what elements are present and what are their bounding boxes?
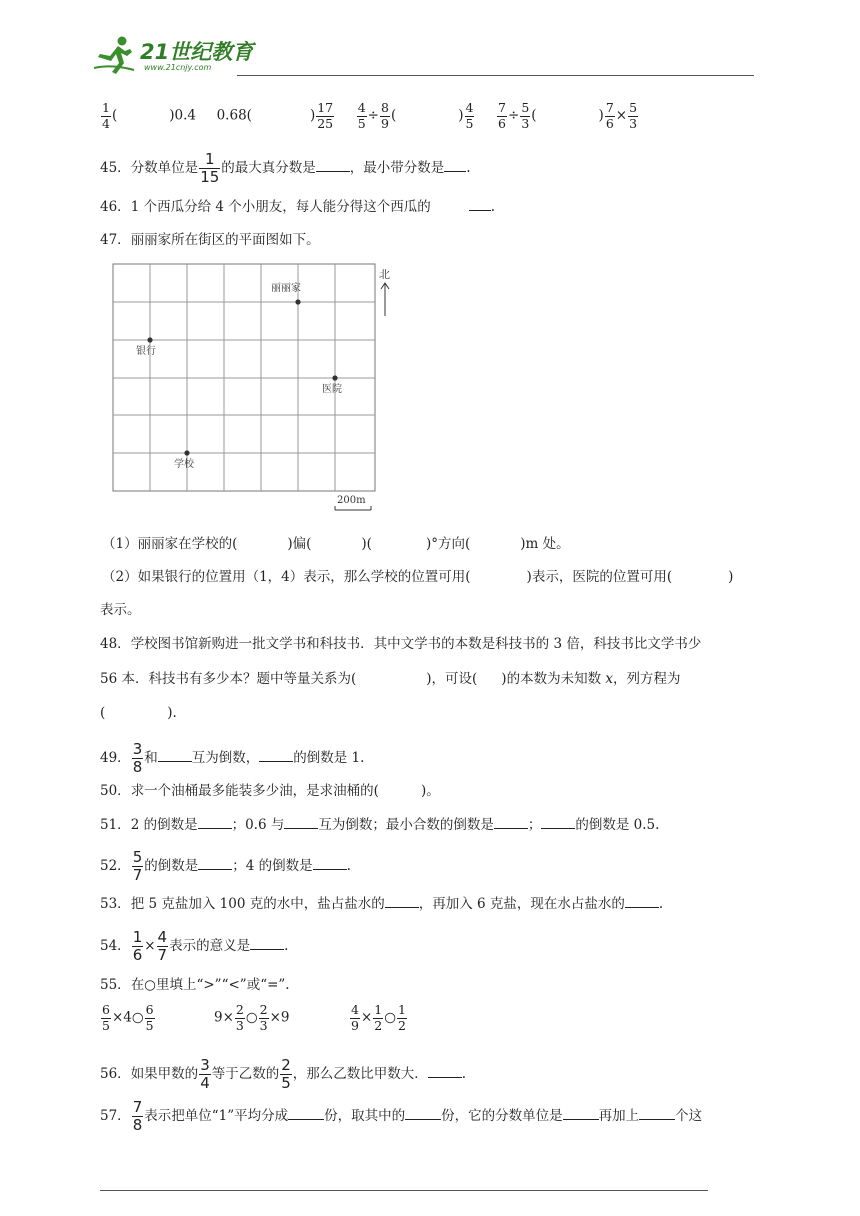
- north-arrow-icon: [381, 283, 389, 316]
- street-map: [108, 258, 398, 518]
- question-55-expr-1: $\frac{6}{5}$ ×4○ $\frac{6}{5}$: [102, 1002, 154, 1033]
- answer-blank[interactable]: [259, 748, 293, 762]
- answer-blank[interactable]: [639, 1106, 675, 1120]
- answer-blank[interactable]: [494, 815, 528, 829]
- fraction: $\frac{1}{4}$: [102, 100, 110, 131]
- brand-name: 21世纪教育: [140, 40, 254, 64]
- answer-blank[interactable]: [198, 815, 232, 829]
- answer-blank[interactable]: [563, 1106, 599, 1120]
- question-52: 52． $\frac{5}{7}$ 的倒数是 ；4 的倒数是 .: [100, 848, 351, 884]
- question-56: 56．如果甲数的 $\frac{3}{4}$ 等于乙数的 $\frac{2}{5}$ ，那么乙数比甲数大． .: [100, 1056, 467, 1092]
- question-55: 55．在○里填上“>”“<”或“=”.: [100, 977, 290, 993]
- question-55-expr-2: 9× $\frac{2}{3}$ ○ $\frac{2}{3}$ ×9: [214, 1002, 290, 1033]
- question-55-expr-3: $\frac{4}{9}$ × $\frac{1}{2}$ ○ $\frac{1}{2}$: [351, 1002, 406, 1033]
- answer-blank[interactable]: [541, 815, 575, 829]
- question-49: 49． $\frac{3}{8}$ 和 互为倒数， 的倒数是 1.: [100, 740, 365, 776]
- runner-logo-icon: [92, 34, 136, 76]
- answer-blank[interactable]: [444, 158, 466, 172]
- question-47-part1: （1）丽丽家在学校的( )偏( )( )°方向( )m 处。: [102, 536, 570, 552]
- header-logo: [92, 34, 262, 76]
- answer-blank[interactable]: [316, 158, 350, 172]
- question-45: 45．分数单位是 $\frac{1}{15}$ 的最大真分数是 ，最小带分数是 .: [100, 150, 471, 186]
- scale-bar: [335, 506, 371, 510]
- answer-blank[interactable]: [250, 936, 284, 950]
- header-rule: [237, 75, 754, 76]
- question-48-line3: ( ).: [100, 705, 177, 721]
- question-47-part2: （2）如果银行的位置用（1，4）表示，那么学校的位置可用( )表示，医院的位置可用( ): [102, 569, 734, 585]
- question-47-part2-end: 表示。: [100, 602, 141, 618]
- footer-rule: [100, 1190, 708, 1191]
- answer-blank[interactable]: [198, 856, 232, 870]
- question-48: 48．学校图书馆新购进一批文学书和科技书．其中文学书的本数是科技书的 3 倍，科技书比文学书少: [100, 636, 702, 652]
- question-46: 46．1 个西瓜分给 4 个小朋友，每人能分得这个西瓜的 .: [100, 199, 496, 215]
- question-51: 51．2 的倒数是 ；0.6 与 互为倒数；最小合数的倒数是 ； 的倒数是 0.5.: [100, 817, 660, 833]
- question-47: 47．丽丽家所在街区的平面图如下。: [100, 232, 320, 248]
- answer-blank[interactable]: [284, 815, 318, 829]
- question-53: 53．把 5 克盐加入 100 克的水中，盐占盐水的 ，再加入 6 克盐，现在水占盐水的 .: [100, 896, 664, 912]
- answer-blank[interactable]: [469, 197, 491, 211]
- answer-blank[interactable]: [625, 894, 659, 908]
- answer-blank[interactable]: [288, 1106, 324, 1120]
- question-50: 50．求一个油桶最多能装多少油，是求油桶的( )。: [100, 783, 440, 799]
- map-label-school: 学校: [174, 459, 194, 470]
- map-label-bank: 银行: [136, 346, 156, 357]
- scale-label: 200m: [337, 495, 366, 506]
- answer-blank[interactable]: [385, 894, 419, 908]
- question-54: 54． $\frac{1}{6}$ × $\frac{4}{7}$ 表示的意义是 .: [100, 928, 289, 964]
- fraction: $\frac{17}{25}$: [317, 100, 334, 131]
- answer-blank[interactable]: [158, 748, 192, 762]
- map-label-hospital: 医院: [322, 384, 342, 395]
- answer-blank[interactable]: [428, 1064, 462, 1078]
- brand-site: www.21cnjy.com: [144, 63, 212, 72]
- answer-blank[interactable]: [313, 856, 347, 870]
- question-57: 57． $\frac{7}{8}$ 表示把单位“1”平均分成 份，取其中的 份，它的分数单位是 再加上 个这: [100, 1098, 703, 1134]
- answer-blank[interactable]: [405, 1106, 441, 1120]
- north-label: 北: [379, 268, 390, 281]
- question-48-line2: 56 本．科技书有多少本？题中等量关系为( )，可设( )的本数为未知数 x，列方程为: [100, 671, 681, 687]
- map-label-home: 丽丽家: [271, 283, 301, 294]
- compare-row: $\frac{1}{4}$ ( )0.4 0.68( ) $\frac{17}{25}$ $\frac{4}{5}$ ÷ $\frac{8}{9}$ ( ) $\frac{4}{5}$ $\frac{7}{6}$ ÷ $\frac{5}{3}$ ( ) $\frac{7}{6}$ × $\frac{5}{3}$: [102, 100, 638, 131]
